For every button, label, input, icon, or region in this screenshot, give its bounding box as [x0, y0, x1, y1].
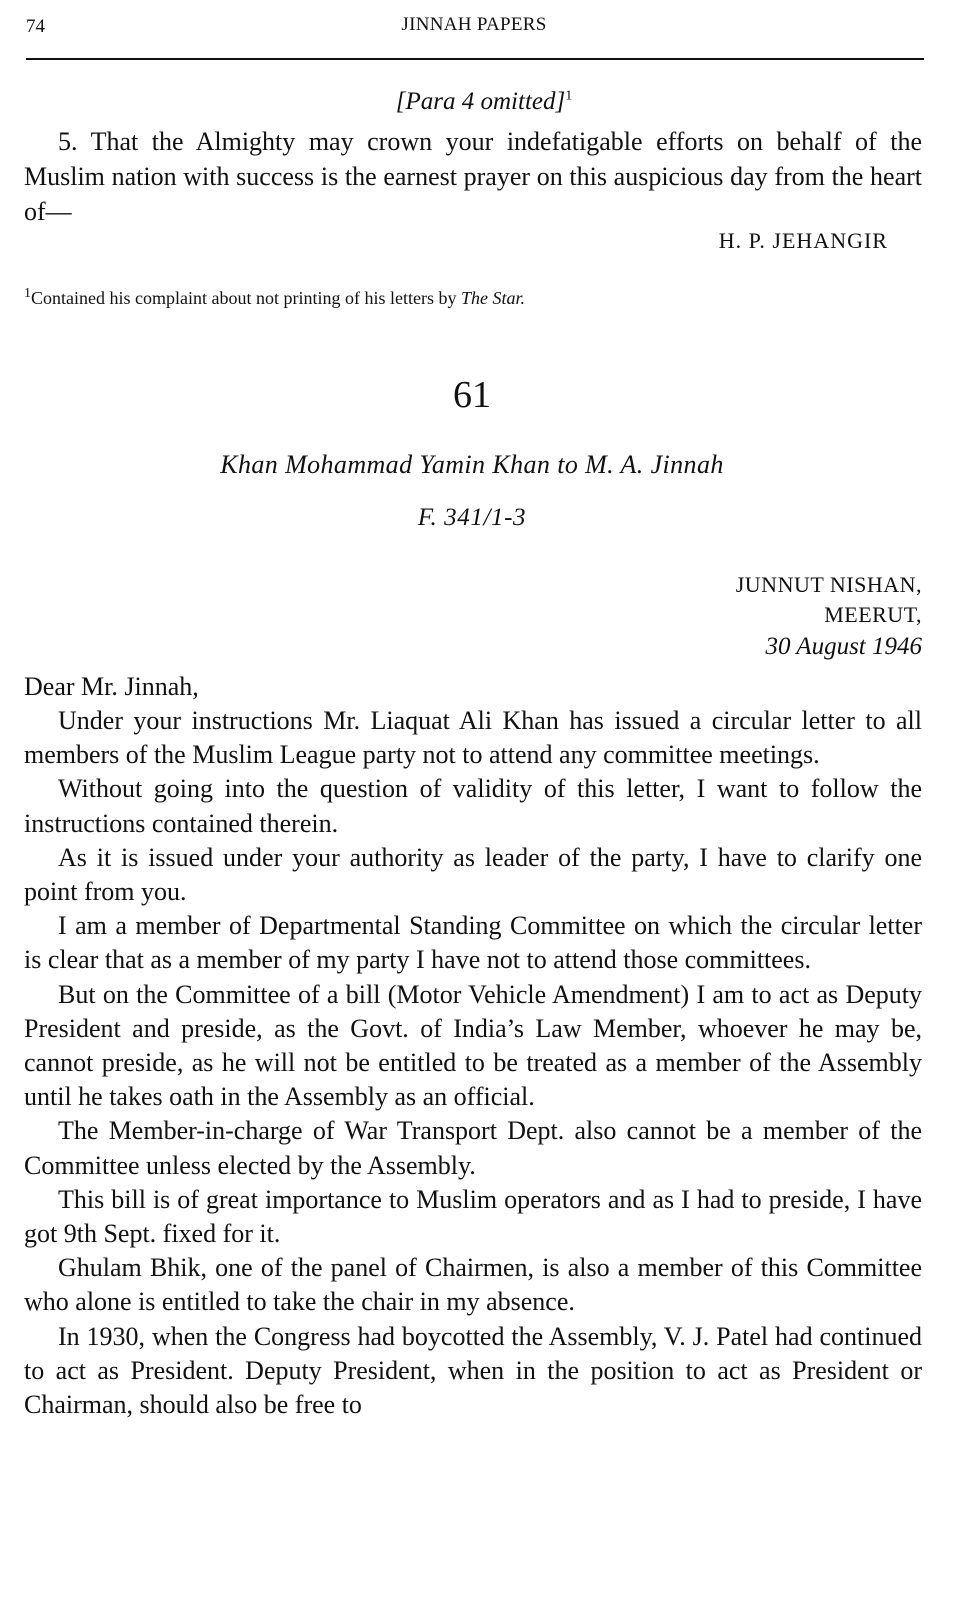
salutation: Dear Mr. Jinnah,: [24, 672, 199, 701]
letter-paragraph-8: Ghulam Bhik, one of the panel of Chairmen, is also a member of this Committee who alone is entitled to take the chair in my absence.: [24, 1253, 922, 1317]
footnote: [24, 286, 525, 309]
para-omitted-note: [0, 88, 968, 116]
document-number: 61: [453, 374, 491, 416]
letter-paragraph-9: In 1930, when the Congress had boycotted the Assembly, V. J. Patel had continued to act as President. Deputy President, when in the position to act as President or Chairman, should also be free to: [24, 1321, 922, 1420]
footnote-text: Contained his complaint about not printing of his letters by: [31, 288, 461, 308]
letter-paragraph-4: I am a member of Departmental Standing Committee on which the circular letter is clear that as a member of my party I have not to attend those committees.: [24, 911, 922, 975]
paragraph-5: 5. That the Almighty may crown your indefatigable efforts on behalf of the Muslim nation with success is the earnest prayer on this auspicious day from the heart of—: [24, 127, 922, 226]
letter-paragraph-7: This bill is of great importance to Muslim operators and as I had to preside, I have got 9th Sept. fixed for it.: [24, 1184, 922, 1249]
address-line-2: MEERUT,: [824, 602, 922, 627]
page-number: 74: [26, 16, 45, 37]
letter-paragraph-5: But on the Committee of a bill (Motor Vehicle Amendment) I am to act as Deputy President and preside, as the Govt. of India’s Law Member, whoever he may be, cannot preside, as he will not be entitled to be treated as a member of the Assembly until he takes oath in the Assembly as an official.: [24, 979, 922, 1112]
address-line-1: JUNNUT NISHAN,: [735, 572, 922, 597]
signature: H. P. JEHANGIR: [718, 228, 888, 253]
letter-date: 30 August 1946: [765, 633, 922, 660]
letter-paragraph-6: The Member-in-charge of War Transport Dept. also cannot be a member of the Committee unless elected by the Assembly.: [24, 1116, 922, 1180]
letter-paragraph-1: Under your instructions Mr. Liaquat Ali Khan has issued a circular letter to all members of the Muslim League party not to attend any committee meetings.: [24, 706, 922, 770]
footnote-italic: The Star.: [460, 288, 525, 308]
letter-paragraph-3: As it is issued under your authority as leader of the party, I have to clarify one point from you.: [24, 842, 922, 907]
header-rule: [26, 58, 924, 60]
footnote-mark: 1: [24, 286, 31, 301]
letter-body: [24, 704, 922, 1422]
para-omitted-text: [Para 4 omitted]: [395, 88, 566, 115]
running-head: [26, 14, 922, 44]
document-title: Khan Mohammad Yamin Khan to M. A. Jinnah: [220, 450, 724, 479]
letter-paragraph-2: Without going into the question of validity of this letter, I want to follow the instructions contained therein.: [24, 774, 922, 838]
running-title: JINNAH PAPERS: [401, 14, 547, 35]
para-omitted-footnote-mark: 1: [565, 88, 573, 104]
file-reference: F. 341/1-3: [417, 504, 527, 531]
sender-address: [736, 570, 922, 664]
